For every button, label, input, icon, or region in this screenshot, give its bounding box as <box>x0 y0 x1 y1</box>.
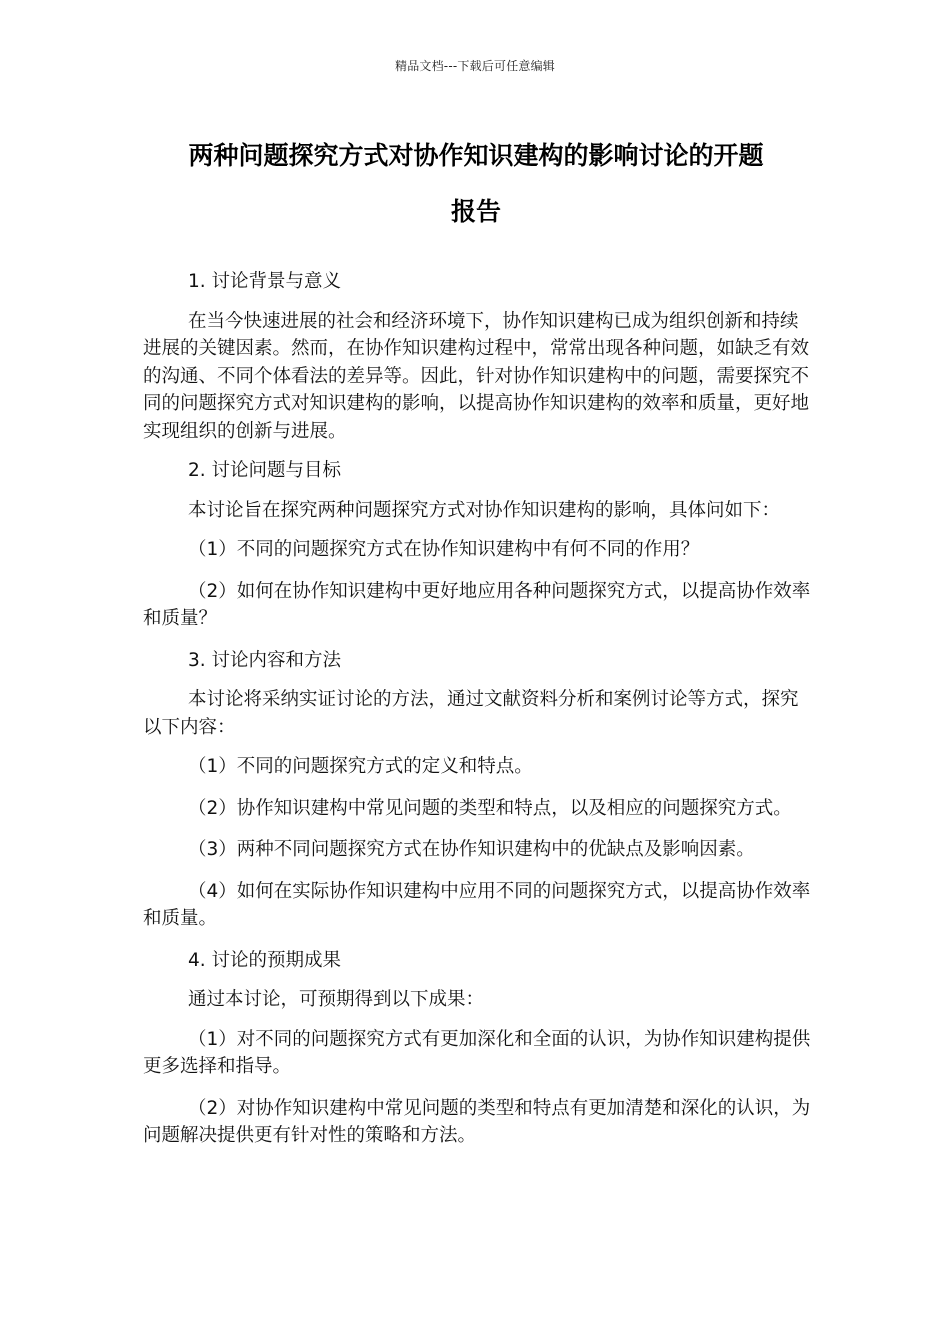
list-item: （4）如何在实际协作知识建构中应用不同的问题探究方式，以提高协作效率和质量。 <box>143 880 811 929</box>
list-item: （1）不同的问题探究方式在协作知识建构中有何不同的作用？ <box>188 539 700 560</box>
list-item: （2）如何在协作知识建构中更好地应用各种问题探究方式，以提高协作效率和质量？ <box>143 580 811 629</box>
paragraph-background: 在当今快速进展的社会和经济环境下，协作知识建构已成为组织创新和持续进展的关键因素。然而，在协作知识建构过程中，常常出现各种问题，如缺乏有效的沟通、不同个体看法的差异等。因此，针对协作知识建构中的问题，需要探究不同的问题探究方式对知识建构的影响，以提高协作知识建构的效率和质量，更好地实现组织的创新与进展。 <box>143 310 810 442</box>
title-line-1: 两种问题探究方式对协作知识建构的影响讨论的开题 <box>188 141 764 170</box>
list-item: （1）对不同的问题探究方式有更加深化和全面的认识，为协作知识建构提供更多选择和指导。 <box>143 1028 811 1077</box>
title-line-2: 报告 <box>450 197 501 226</box>
list-item: （2）协作知识建构中常见问题的类型和特点，以及相应的问题探究方式。 <box>188 797 792 819</box>
section-heading-goals: 2. 讨论问题与目标 <box>188 460 342 481</box>
document-body <box>143 268 811 1164</box>
header-note: 精品文档---下载后可任意编辑 <box>395 59 555 73</box>
list-item: （2）对协作知识建构中常见问题的类型和特点有更加清楚和深化的认识，为问题解决提供更有针对性的策略和方法。 <box>143 1097 811 1146</box>
paragraph-goals: 本讨论旨在探究两种问题探究方式对协作知识建构的影响，具体问如下： <box>188 499 781 521</box>
document-title <box>140 128 812 240</box>
section-heading-background: 1. 讨论背景与意义 <box>188 271 342 292</box>
section-heading-methods: 3. 讨论内容和方法 <box>188 649 342 671</box>
list-item: （3）两种不同问题探究方式在协作知识建构中的优缺点及影响因素。 <box>188 839 755 860</box>
paragraph-outcomes: 通过本讨论，可预期得到以下成果： <box>188 989 485 1010</box>
list-item: （1）不同的问题探究方式的定义和特点。 <box>188 756 533 777</box>
section-heading-outcomes: 4. 讨论的预期成果 <box>188 949 342 971</box>
paragraph-methods: 本讨论将采纳实证讨论的方法，通过文献资料分析和案例讨论等方式，探究以下内容： <box>143 689 799 738</box>
